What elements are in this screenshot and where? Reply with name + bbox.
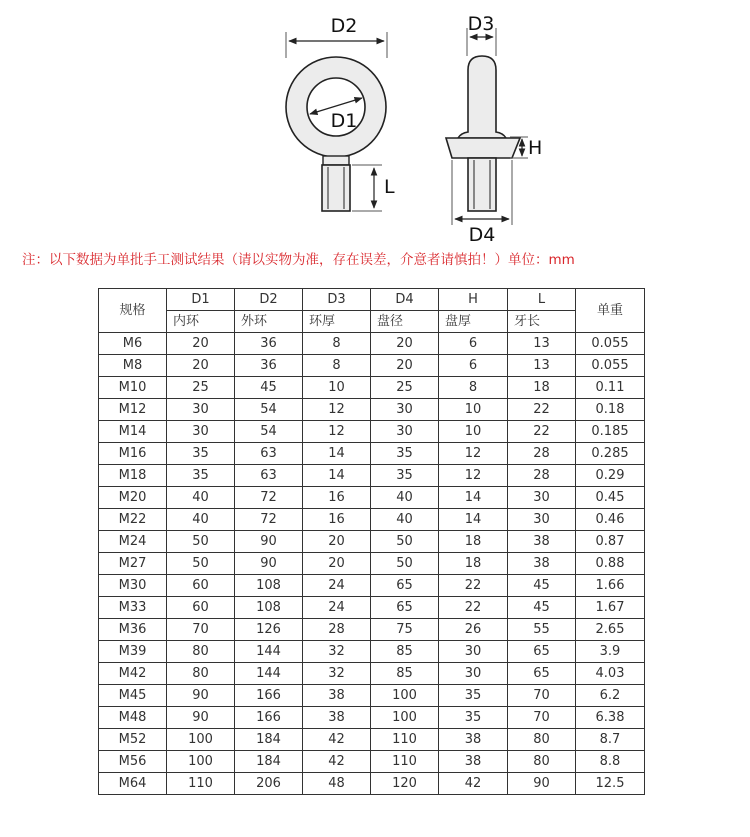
spec-size-cell: M36 xyxy=(99,619,167,641)
spec-value-cell: 30 xyxy=(508,509,576,531)
spec-value-cell: 55 xyxy=(508,619,576,641)
spec-value-cell: 0.45 xyxy=(576,487,645,509)
spec-value-cell: 12 xyxy=(303,399,371,421)
subheader-cell: 内环 xyxy=(167,311,235,333)
spec-value-cell: 40 xyxy=(371,509,439,531)
spec-value-cell: 184 xyxy=(235,729,303,751)
header-cell: D1 xyxy=(167,289,235,311)
header-cell: L xyxy=(508,289,576,311)
spec-value-cell: 40 xyxy=(167,487,235,509)
d1-label: D1 xyxy=(330,110,358,132)
spec-value-cell: 50 xyxy=(167,531,235,553)
spec-value-cell: 8.8 xyxy=(576,751,645,773)
subheader-cell: 外环 xyxy=(235,311,303,333)
spec-size-cell: M45 xyxy=(99,685,167,707)
spec-value-cell: 85 xyxy=(371,641,439,663)
spec-size-cell: M33 xyxy=(99,597,167,619)
spec-value-cell: 3.9 xyxy=(576,641,645,663)
spec-value-cell: 14 xyxy=(303,465,371,487)
spec-value-cell: 144 xyxy=(235,663,303,685)
header-cell: D2 xyxy=(235,289,303,311)
spec-value-cell: 90 xyxy=(235,553,303,575)
table-row xyxy=(99,575,645,597)
spec-size-cell: M6 xyxy=(99,333,167,355)
spec-size-cell: M16 xyxy=(99,443,167,465)
spec-value-cell: 72 xyxy=(235,487,303,509)
spec-value-cell: 6 xyxy=(439,333,508,355)
spec-value-cell: 48 xyxy=(303,773,371,795)
spec-value-cell: 50 xyxy=(167,553,235,575)
spec-value-cell: 10 xyxy=(439,399,508,421)
spec-value-cell: 0.88 xyxy=(576,553,645,575)
spec-value-cell: 22 xyxy=(508,399,576,421)
h-label: H xyxy=(528,137,543,159)
spec-value-cell: 110 xyxy=(167,773,235,795)
subheader-cell: 环厚 xyxy=(303,311,371,333)
spec-size-cell: M52 xyxy=(99,729,167,751)
table-row xyxy=(99,773,645,795)
spec-value-cell: 12 xyxy=(439,443,508,465)
d2-label: D2 xyxy=(330,15,358,37)
spec-value-cell: 60 xyxy=(167,597,235,619)
spec-value-cell: 90 xyxy=(235,531,303,553)
spec-value-cell: 90 xyxy=(167,685,235,707)
table-row xyxy=(99,355,645,377)
spec-value-cell: 0.11 xyxy=(576,377,645,399)
header-cell: H xyxy=(439,289,508,311)
spec-value-cell: 16 xyxy=(303,509,371,531)
header-cell: 规格 xyxy=(99,289,167,333)
table-row xyxy=(99,597,645,619)
spec-value-cell: 6.2 xyxy=(576,685,645,707)
spec-value-cell: 54 xyxy=(235,421,303,443)
spec-size-cell: M42 xyxy=(99,663,167,685)
table-row xyxy=(99,729,645,751)
spec-value-cell: 25 xyxy=(371,377,439,399)
spec-value-cell: 100 xyxy=(167,729,235,751)
table-row xyxy=(99,663,645,685)
spec-value-cell: 1.66 xyxy=(576,575,645,597)
spec-value-cell: 36 xyxy=(235,333,303,355)
spec-value-cell: 45 xyxy=(235,377,303,399)
spec-value-cell: 45 xyxy=(508,597,576,619)
spec-value-cell: 90 xyxy=(508,773,576,795)
spec-value-cell: 38 xyxy=(439,729,508,751)
spec-value-cell: 108 xyxy=(235,597,303,619)
spec-value-cell: 42 xyxy=(303,751,371,773)
spec-value-cell: 80 xyxy=(508,751,576,773)
table-row xyxy=(99,421,645,443)
spec-size-cell: M20 xyxy=(99,487,167,509)
subheader-cell: 盘径 xyxy=(371,311,439,333)
spec-value-cell: 22 xyxy=(508,421,576,443)
spec-value-cell: 35 xyxy=(439,707,508,729)
spec-value-cell: 6 xyxy=(439,355,508,377)
spec-value-cell: 100 xyxy=(167,751,235,773)
spec-value-cell: 8 xyxy=(303,333,371,355)
spec-value-cell: 20 xyxy=(303,531,371,553)
spec-value-cell: 14 xyxy=(439,509,508,531)
spec-value-cell: 120 xyxy=(371,773,439,795)
header-cell: D4 xyxy=(371,289,439,311)
spec-value-cell: 30 xyxy=(371,399,439,421)
table-row xyxy=(99,751,645,773)
table-row xyxy=(99,531,645,553)
table-row xyxy=(99,685,645,707)
side-view xyxy=(446,13,542,245)
spec-size-cell: M8 xyxy=(99,355,167,377)
spec-value-cell: 10 xyxy=(439,421,508,443)
spec-value-cell: 28 xyxy=(508,465,576,487)
spec-size-cell: M56 xyxy=(99,751,167,773)
spec-value-cell: 50 xyxy=(371,553,439,575)
spec-value-cell: 166 xyxy=(235,707,303,729)
table-row xyxy=(99,399,645,421)
spec-value-cell: 60 xyxy=(167,575,235,597)
spec-value-cell: 38 xyxy=(439,751,508,773)
spec-value-cell: 0.285 xyxy=(576,443,645,465)
d3-label: D3 xyxy=(467,13,495,35)
table-row xyxy=(99,377,645,399)
table-row xyxy=(99,333,645,355)
spec-value-cell: 100 xyxy=(371,685,439,707)
spec-value-cell: 72 xyxy=(235,509,303,531)
spec-value-cell: 80 xyxy=(167,663,235,685)
spec-value-cell: 65 xyxy=(508,663,576,685)
spec-value-cell: 30 xyxy=(167,421,235,443)
spec-value-cell: 63 xyxy=(235,465,303,487)
spec-value-cell: 30 xyxy=(167,399,235,421)
spec-value-cell: 24 xyxy=(303,597,371,619)
spec-size-cell: M30 xyxy=(99,575,167,597)
spec-value-cell: 45 xyxy=(508,575,576,597)
spec-value-cell: 70 xyxy=(508,707,576,729)
spec-value-cell: 4.03 xyxy=(576,663,645,685)
spec-value-cell: 35 xyxy=(371,465,439,487)
spec-value-cell: 38 xyxy=(303,707,371,729)
spec-value-cell: 35 xyxy=(371,443,439,465)
spec-value-cell: 26 xyxy=(439,619,508,641)
table-row xyxy=(99,465,645,487)
spec-value-cell: 0.18 xyxy=(576,399,645,421)
spec-value-cell: 38 xyxy=(508,553,576,575)
spec-value-cell: 36 xyxy=(235,355,303,377)
table-row xyxy=(99,707,645,729)
spec-value-cell: 14 xyxy=(303,443,371,465)
spec-value-cell: 1.67 xyxy=(576,597,645,619)
spec-size-cell: M22 xyxy=(99,509,167,531)
spec-value-cell: 50 xyxy=(371,531,439,553)
spec-value-cell: 0.055 xyxy=(576,355,645,377)
table-row xyxy=(99,509,645,531)
spec-value-cell: 100 xyxy=(371,707,439,729)
spec-value-cell: 40 xyxy=(167,509,235,531)
spec-value-cell: 35 xyxy=(167,443,235,465)
spec-value-cell: 35 xyxy=(167,465,235,487)
spec-value-cell: 8 xyxy=(303,355,371,377)
spec-value-cell: 184 xyxy=(235,751,303,773)
spec-size-cell: M48 xyxy=(99,707,167,729)
spec-value-cell: 30 xyxy=(371,421,439,443)
spec-value-cell: 32 xyxy=(303,663,371,685)
spec-value-cell: 20 xyxy=(371,355,439,377)
spec-value-cell: 22 xyxy=(439,597,508,619)
spec-value-cell: 20 xyxy=(303,553,371,575)
spec-value-cell: 85 xyxy=(371,663,439,685)
l-label: L xyxy=(384,176,395,198)
spec-value-cell: 18 xyxy=(508,377,576,399)
spec-value-cell: 166 xyxy=(235,685,303,707)
spec-value-cell: 110 xyxy=(371,729,439,751)
spec-size-cell: M64 xyxy=(99,773,167,795)
spec-value-cell: 32 xyxy=(303,641,371,663)
spec-value-cell: 42 xyxy=(439,773,508,795)
front-view xyxy=(286,15,395,211)
spec-value-cell: 65 xyxy=(371,597,439,619)
spec-value-cell: 20 xyxy=(167,333,235,355)
spec-size-cell: M12 xyxy=(99,399,167,421)
spec-value-cell: 0.185 xyxy=(576,421,645,443)
table-subheader-row xyxy=(99,311,645,333)
spec-value-cell: 13 xyxy=(508,333,576,355)
spec-value-cell: 42 xyxy=(303,729,371,751)
spec-value-cell: 144 xyxy=(235,641,303,663)
spec-value-cell: 2.65 xyxy=(576,619,645,641)
table-row xyxy=(99,487,645,509)
spec-value-cell: 65 xyxy=(508,641,576,663)
spec-value-cell: 40 xyxy=(371,487,439,509)
spec-value-cell: 8 xyxy=(439,377,508,399)
spec-value-cell: 108 xyxy=(235,575,303,597)
spec-value-cell: 30 xyxy=(439,641,508,663)
spec-value-cell: 38 xyxy=(303,685,371,707)
spec-value-cell: 22 xyxy=(439,575,508,597)
spec-value-cell: 18 xyxy=(439,553,508,575)
spec-value-cell: 16 xyxy=(303,487,371,509)
spec-value-cell: 8.7 xyxy=(576,729,645,751)
spec-table xyxy=(98,288,645,795)
spec-value-cell: 70 xyxy=(167,619,235,641)
spec-value-cell: 28 xyxy=(508,443,576,465)
d4-label: D4 xyxy=(468,224,496,245)
spec-value-cell: 28 xyxy=(303,619,371,641)
spec-value-cell: 30 xyxy=(439,663,508,685)
spec-value-cell: 10 xyxy=(303,377,371,399)
spec-value-cell: 80 xyxy=(508,729,576,751)
spec-value-cell: 63 xyxy=(235,443,303,465)
subheader-cell: 盘厚 xyxy=(439,311,508,333)
spec-value-cell: 90 xyxy=(167,707,235,729)
spec-value-cell: 0.46 xyxy=(576,509,645,531)
spec-size-cell: M18 xyxy=(99,465,167,487)
spec-value-cell: 110 xyxy=(371,751,439,773)
spec-value-cell: 12 xyxy=(439,465,508,487)
spec-value-cell: 20 xyxy=(167,355,235,377)
subheader-cell: 牙长 xyxy=(508,311,576,333)
spec-value-cell: 35 xyxy=(439,685,508,707)
table-row xyxy=(99,619,645,641)
thread-shank-side xyxy=(468,158,496,211)
spec-value-cell: 20 xyxy=(371,333,439,355)
spec-value-cell: 18 xyxy=(439,531,508,553)
spec-value-cell: 13 xyxy=(508,355,576,377)
spec-size-cell: M39 xyxy=(99,641,167,663)
spec-value-cell: 0.055 xyxy=(576,333,645,355)
spec-value-cell: 0.29 xyxy=(576,465,645,487)
spec-value-cell: 6.38 xyxy=(576,707,645,729)
spec-value-cell: 24 xyxy=(303,575,371,597)
spec-value-cell: 65 xyxy=(371,575,439,597)
spec-value-cell: 0.87 xyxy=(576,531,645,553)
spec-value-cell: 30 xyxy=(508,487,576,509)
spec-value-cell: 25 xyxy=(167,377,235,399)
spec-size-cell: M10 xyxy=(99,377,167,399)
spec-size-cell: M24 xyxy=(99,531,167,553)
spec-value-cell: 126 xyxy=(235,619,303,641)
spec-value-cell: 14 xyxy=(439,487,508,509)
disclaimer-note: 注：以下数据为单批手工测试结果（请以实物为准，存在误差，介意者请慎拍！）单位：mm xyxy=(22,252,575,268)
spec-value-cell: 75 xyxy=(371,619,439,641)
eye-bolt-diagram xyxy=(0,0,750,245)
spec-value-cell: 54 xyxy=(235,399,303,421)
header-cell: 单重 xyxy=(576,289,645,333)
spec-size-cell: M14 xyxy=(99,421,167,443)
spec-value-cell: 12.5 xyxy=(576,773,645,795)
table-row xyxy=(99,553,645,575)
table-row xyxy=(99,641,645,663)
spec-value-cell: 70 xyxy=(508,685,576,707)
base-plate-side xyxy=(446,138,520,158)
table-header-row xyxy=(99,289,645,311)
spec-value-cell: 206 xyxy=(235,773,303,795)
table-row xyxy=(99,443,645,465)
thread-shank-front xyxy=(322,165,350,211)
spec-value-cell: 12 xyxy=(303,421,371,443)
spec-value-cell: 38 xyxy=(508,531,576,553)
spec-value-cell: 80 xyxy=(167,641,235,663)
spec-size-cell: M27 xyxy=(99,553,167,575)
header-cell: D3 xyxy=(303,289,371,311)
